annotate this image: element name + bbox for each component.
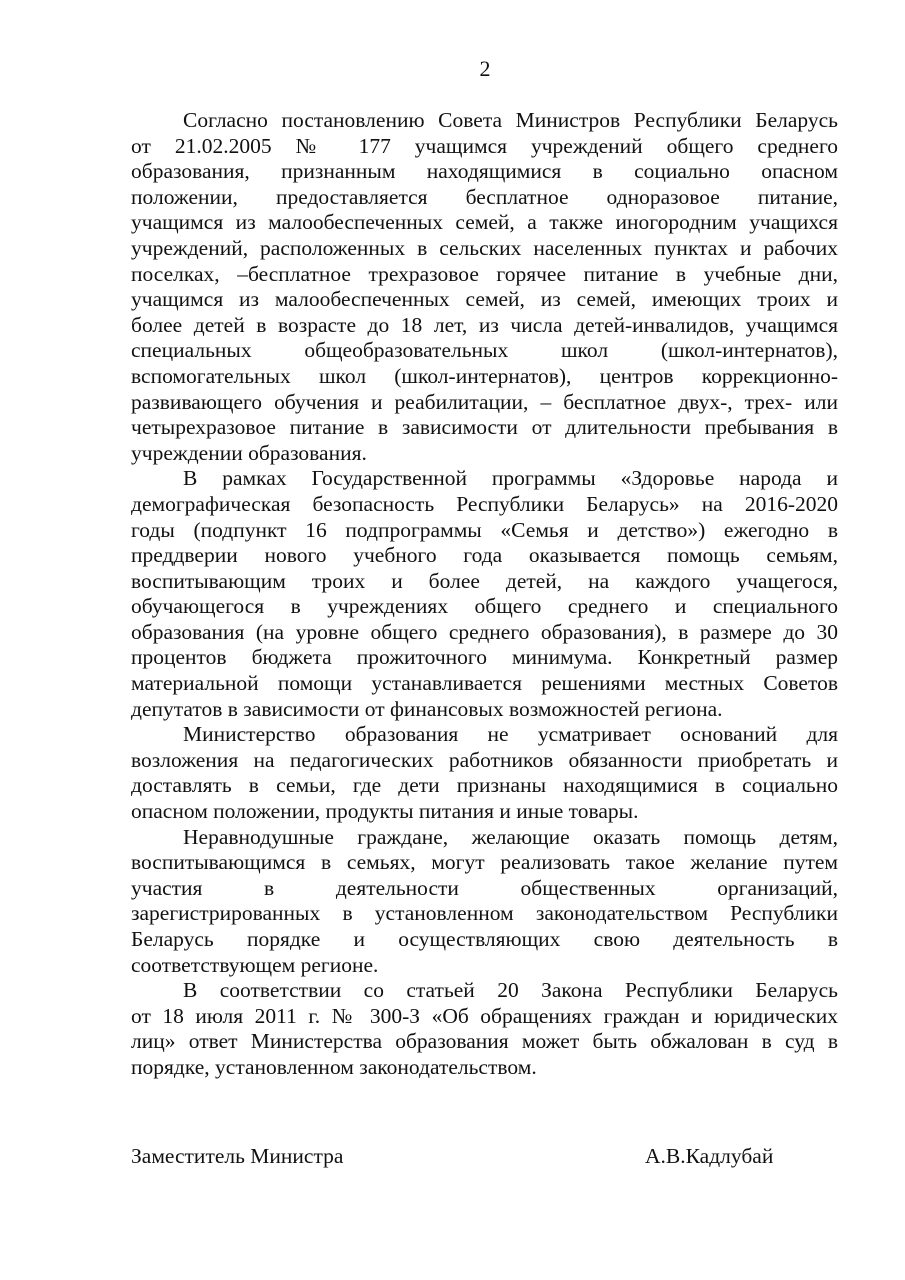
text-line: материальной помощи устанавливается решениями местных Советов [131,671,838,696]
text-line: возложения на педагогических работников обязанности приобретать и [131,747,838,772]
text-line: зарегистрированных в установленном законодательством Республики [131,901,838,926]
text-line: Неравнодушные граждане, желающие оказать помощь детям, [183,824,838,849]
text-line: лиц» ответ Министерства образования может быть обжалован в суд в [131,1029,838,1054]
text-line: годы (подпункт 16 подпрограммы «Семья и детство») ежегодно в [131,517,838,542]
text-line: образования (на уровне общего среднего образования), в размере до 30 [131,619,838,644]
text-line: депутатов в зависимости от финансовых возможностей региона. [131,696,723,721]
paragraph [131,978,838,1080]
text-line: учреждений, расположенных в сельских населенных пунктах и рабочих [131,235,838,260]
text-line: поселках, –бесплатное трехразовое горячее питание в учебные дни, [131,261,838,286]
text-line: воспитывающимся в семьях, могут реализовать такое желание путем [131,850,838,875]
text-line: обучающегося в учреждениях общего среднего и специального [131,594,838,619]
text-line: развивающего обучения и реабилитации, – бесплатное двух-, трех- или [131,389,838,414]
text-line: участия в деятельности общественных организаций, [131,875,838,900]
text-line: учащимся из малообеспеченных семей, а также иногородним учащихся [131,210,838,235]
text-line: В рамках Государственной программы «Здоровье народа и [183,466,838,491]
text-line: соответствующем регионе. [131,952,379,977]
text-line: Согласно постановлению Совета Министров Республики Беларусь [183,108,838,132]
letter-body [131,108,838,1081]
text-line: от 18 июля 2011 г. № 300-З «Об обращениях граждан и юридических [131,1003,838,1028]
text-line: демографическая безопасность Республики Беларусь» на 2016-2020 [131,491,838,516]
text-line: порядке, установленном законодательством. [131,1054,537,1079]
signatory-name: А.В.Кадлубай [645,1144,774,1168]
text-line: учащимся из малообеспеченных семей, из семей, имеющих троих и [131,287,838,312]
text-line: Беларусь порядке и осуществляющих свою деятельность в [131,927,838,951]
text-line: Министерство образования не усматривает оснований для [183,722,838,747]
text-line: вспомогательных школ (школ-интернатов), центров коррекционно- [131,363,838,388]
text-line: воспитывающим троих и более детей, на каждого учащегося, [131,568,838,593]
text-line: образования, признанным находящимися в социально опасном [131,159,838,184]
text-line: доставлять в семьи, где дети признаны находящимися в социально [131,773,838,798]
paragraph [131,108,838,466]
text-line: специальных общеобразовательных школ (школ-интернатов), [131,338,838,363]
signatory-position: Заместитель Министра [131,1144,344,1168]
text-line: опасном положении, продукты питания и иные товары. [131,799,639,824]
text-line: учреждении образования. [131,440,367,465]
text-line: процентов бюджета прожиточного минимума. Конкретный размер [131,645,838,670]
text-line: от 21.02.2005 № 177 учащимся учреждений общего среднего [131,133,838,158]
text-line: преддверии нового учебного года оказывается помощь семьям, [131,543,838,568]
paragraph [131,722,838,824]
text-line: более детей в возрасте до 18 лет, из числа детей-инвалидов, учащимся [131,312,838,337]
text-line: В соответствии со статьей 20 Закона Республики Беларусь [183,978,838,1003]
paragraph [131,466,838,722]
text-line: положении, предоставляется бесплатное одноразовое питание, [131,184,838,209]
text-line: четырехразовое питание в зависимости от длительности пребывания в [131,415,838,440]
page-number: 2 [479,56,491,81]
paragraph [131,825,838,979]
